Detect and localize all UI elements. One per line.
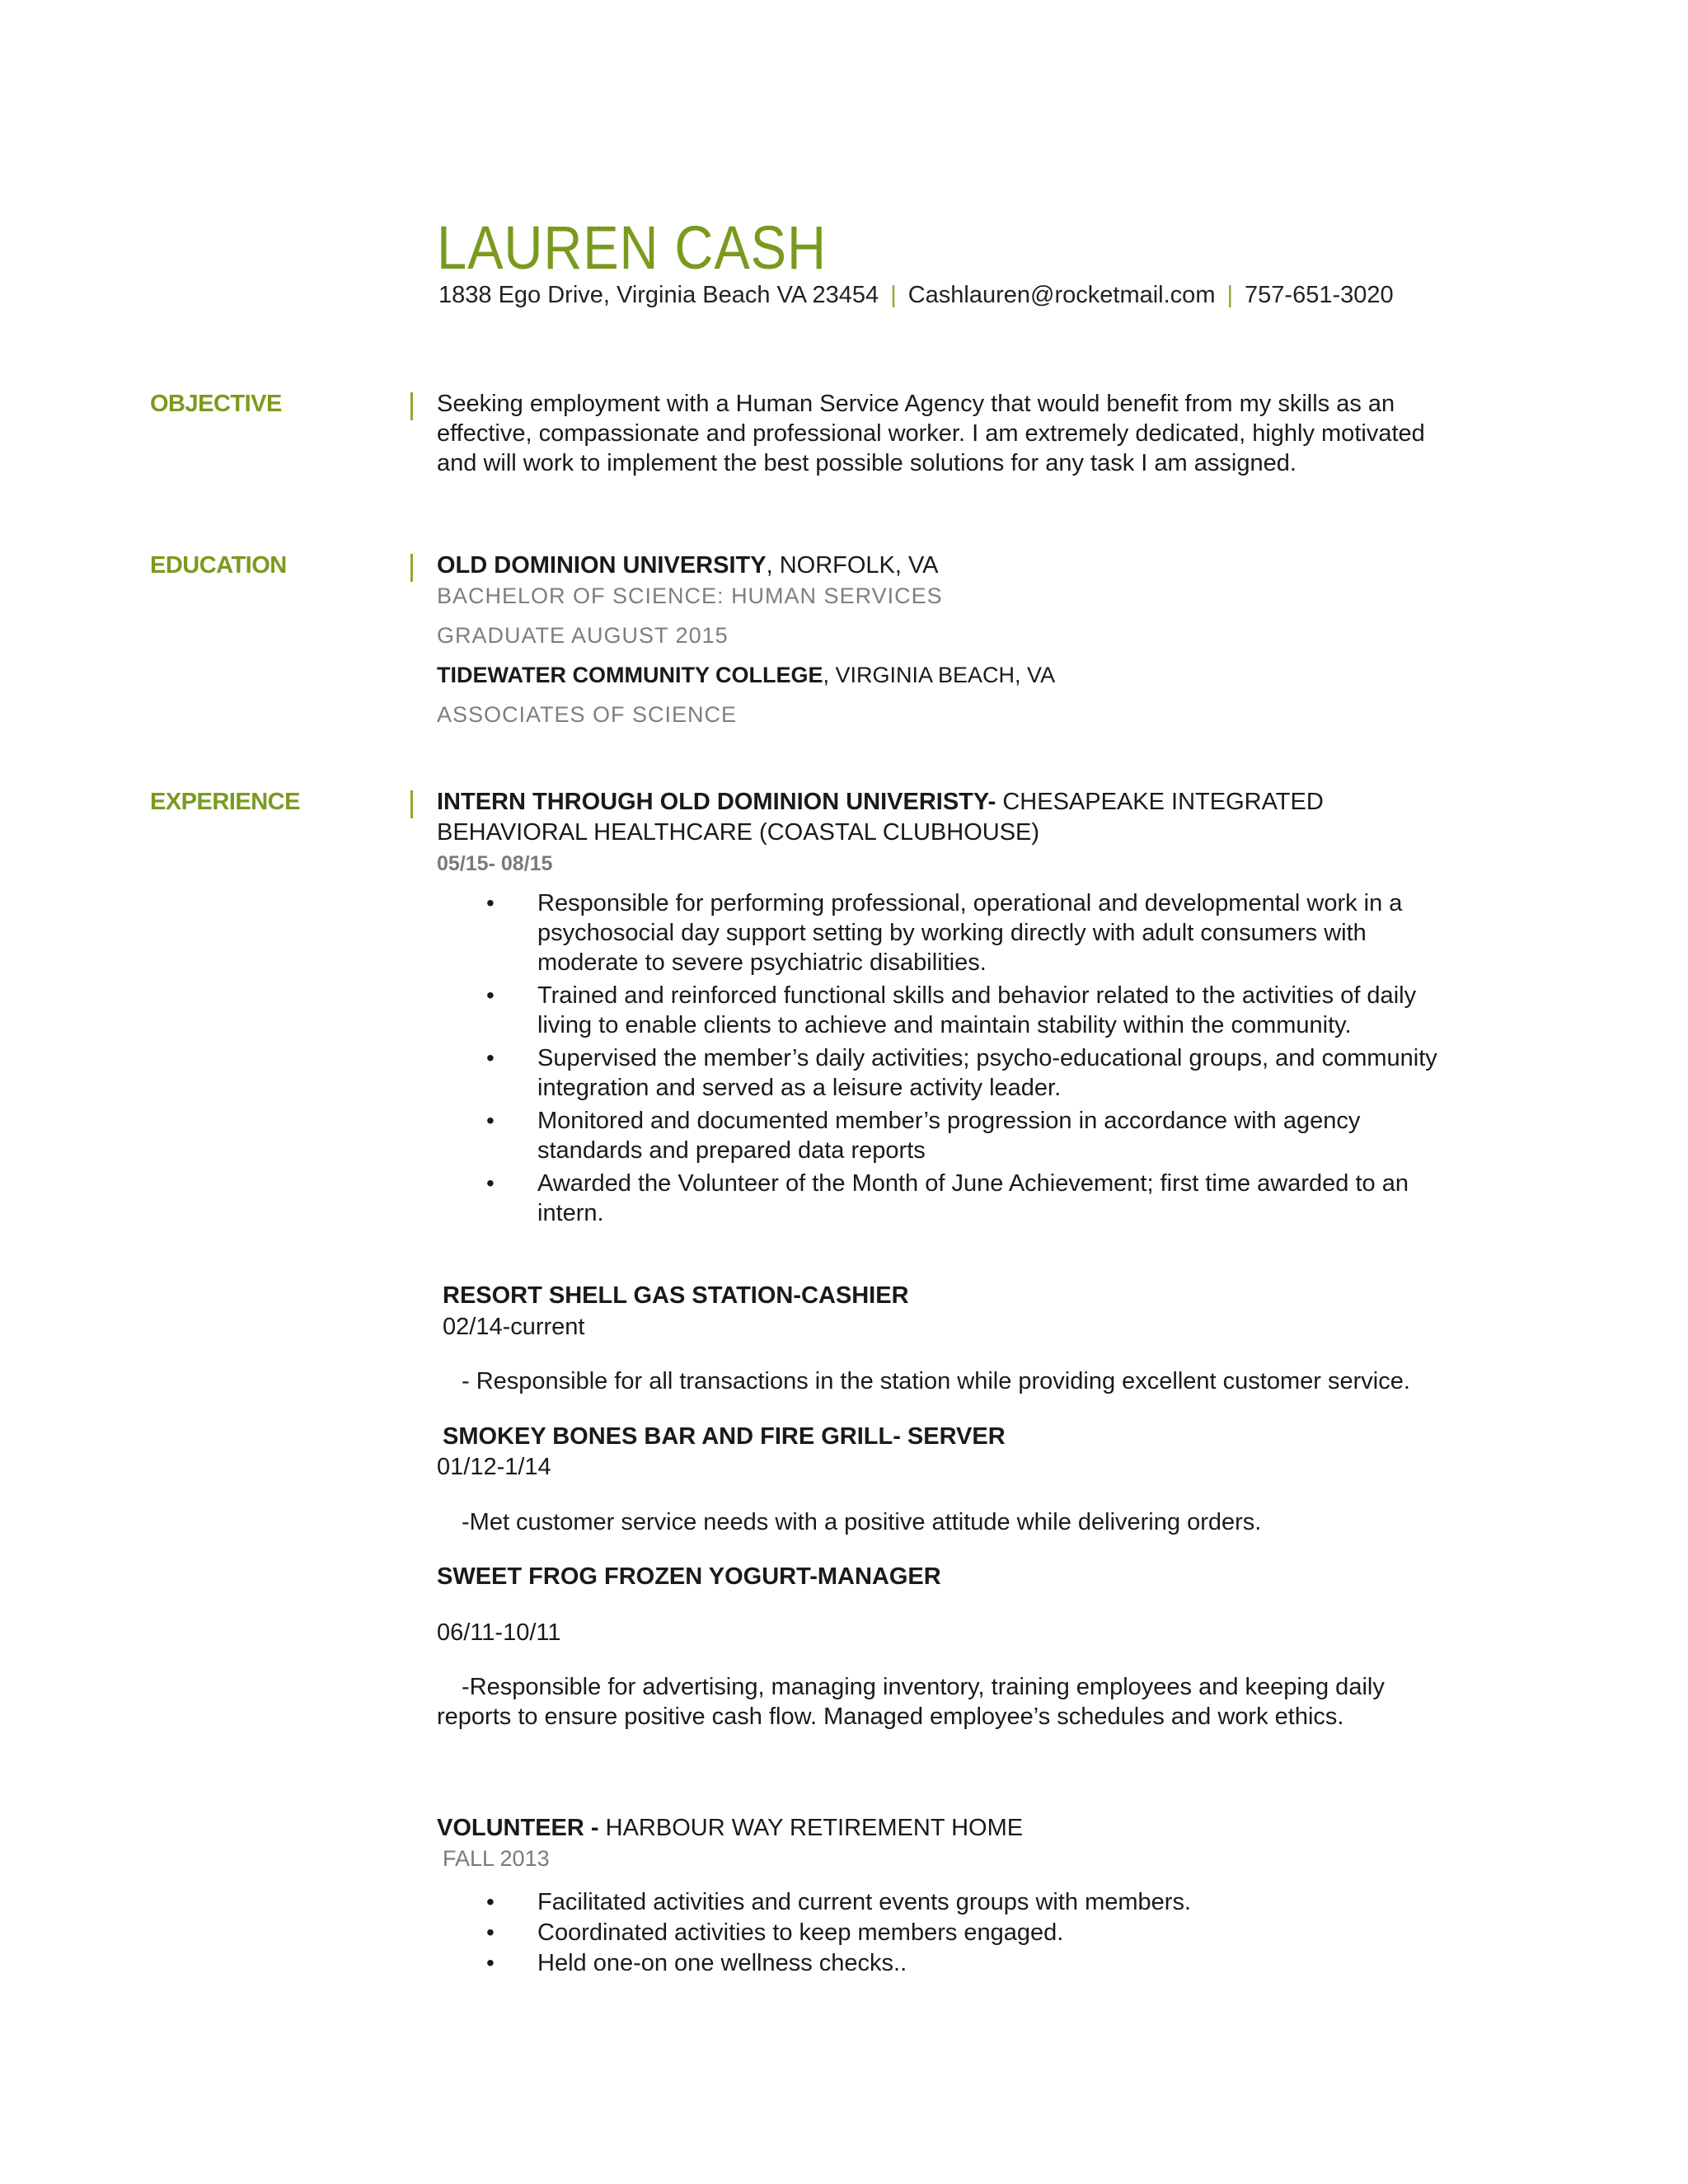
section-label-education: EDUCATION [150, 552, 287, 579]
school-1-degree: BACHELOR OF SCIENCE: HUMAN SERVICES [437, 583, 943, 608]
job-2-title: RESORT SHELL GAS STATION-CASHIER [443, 1282, 909, 1309]
school-2-name: TIDEWATER COMMUNITY COLLEGE [437, 663, 823, 687]
job-2-description: - Responsible for all transactions in the station while providing excellent customer service. [462, 1368, 1410, 1394]
job-4-description-line1: -Responsible for advertising, managing inventory, training employees and keeping daily [462, 1674, 1385, 1700]
list-item: • Responsible for performing professional, operational and developmental work in a psychosocial day support setting by working directly with adult consumers with moderate to severe psychiatric disabilities. [438, 888, 1469, 977]
list-item: • Coordinated activities to keep members engaged. [438, 1918, 1469, 1947]
phone: 757-651-3020 [1245, 282, 1394, 308]
applicant-name: LAUREN CASH [437, 213, 827, 282]
school-1-name: OLD DOMINION UNIVERSITY [437, 552, 767, 579]
section-divider [410, 790, 413, 818]
school-2-degree: ASSOCIATES OF SCIENCE [437, 702, 738, 727]
volunteer-bullets [438, 1887, 1469, 1979]
separator: | [1226, 282, 1234, 308]
list-item: • Monitored and documented member’s progression in accordance with agency standards and prepared data reports [438, 1106, 1469, 1165]
job-2-dates: 02/14-current [443, 1314, 585, 1340]
volunteer-title-bold: VOLUNTEER - [437, 1815, 599, 1841]
volunteer-dates: FALL 2013 [443, 1846, 550, 1871]
list-item: • Supervised the member’s daily activities; psycho-educational groups, and community integration and served as a leisure activity leader. [438, 1043, 1469, 1103]
section-label-experience: EXPERIENCE [150, 789, 300, 815]
school-1-heading [437, 552, 939, 579]
job-1-title-line2: BEHAVIORAL HEALTHCARE (COASTAL CLUBHOUSE) [437, 819, 1040, 846]
objective-text: Seeking employment with a Human Service Agency that would benefit from my skills as an effective, compassionate and professional worker. I am extremely dedicated, highly motivated and will work to implement the best possible solutions for any task I am assigned. [437, 391, 1425, 476]
job-1-dates: 05/15- 08/15 [437, 852, 553, 875]
section-label-objective: OBJECTIVE [150, 391, 282, 417]
list-item: • Facilitated activities and current events groups with members. [438, 1887, 1469, 1917]
job-4-description-line2: reports to ensure positive cash flow. Managed employee’s schedules and work ethics. [437, 1704, 1344, 1730]
school-2-heading [437, 663, 1055, 688]
school-1-graduation: GRADUATE AUGUST 2015 [437, 623, 729, 648]
separator: | [890, 282, 897, 308]
list-item: • Held one-on one wellness checks.. [438, 1948, 1469, 1978]
job-1-title-bold: INTERN THROUGH OLD DOMINION UNIVERISTY- [437, 789, 996, 815]
job-3-title: SMOKEY BONES BAR AND FIRE GRILL- SERVER [443, 1423, 1006, 1450]
job-3-description: -Met customer service needs with a positive attitude while delivering orders. [462, 1509, 1262, 1535]
list-item: • Trained and reinforced functional skills and behavior related to the activities of daily living to enable clients to achieve and maintain stability within the community. [438, 981, 1469, 1040]
school-2-location: , VIRGINIA BEACH, VA [823, 663, 1056, 687]
contact-line [438, 282, 1394, 309]
volunteer-title-rest: HARBOUR WAY RETIREMENT HOME [598, 1815, 1024, 1841]
job-3-dates: 01/12-1/14 [437, 1454, 551, 1480]
job-1-title-rest: CHESAPEAKE INTEGRATED [996, 789, 1324, 815]
job-1-bullets [438, 888, 1469, 1231]
section-divider [410, 554, 413, 582]
list-item: • Awarded the Volunteer of the Month of June Achievement; first time awarded to an intern. [438, 1169, 1469, 1228]
email: Cashlauren@rocketmail.com [907, 282, 1216, 308]
school-1-location: , NORFOLK, VA [766, 552, 939, 579]
objective-section [437, 389, 1467, 478]
job-1-title [437, 789, 1324, 816]
volunteer-title [437, 1815, 1023, 1842]
job-4-title: SWEET FROG FROZEN YOGURT-MANAGER [437, 1563, 941, 1590]
section-divider [410, 392, 413, 420]
address: 1838 Ego Drive, Virginia Beach VA 23454 [438, 282, 879, 308]
job-4-dates: 06/11-10/11 [437, 1619, 561, 1646]
